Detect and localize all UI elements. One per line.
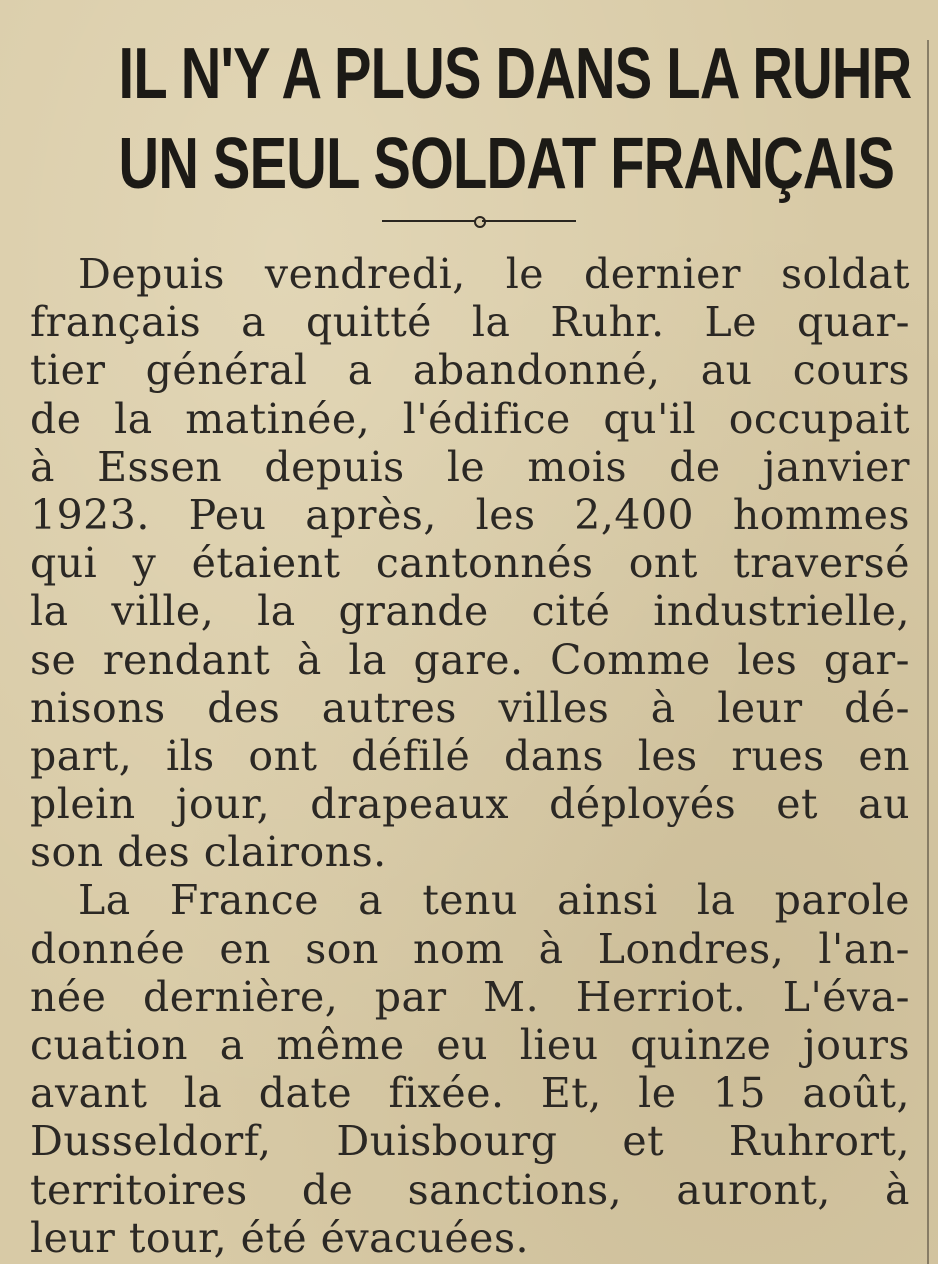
- paragraph-line: Depuis vendredi, le dernier soldat: [78, 250, 910, 298]
- paragraph-line: territoires de sanctions, auront, à: [30, 1165, 910, 1214]
- paragraph-line: avant la date fixée. Et, le 15 août,: [30, 1069, 910, 1118]
- paragraph-line: nisons des autres villes à leur dé-: [30, 683, 910, 732]
- paragraph-line: son des clairons.: [30, 828, 387, 877]
- paragraph-line: plein jour, drapeaux déployés et au: [30, 780, 910, 829]
- ornament-center-dot: [474, 216, 486, 228]
- paragraph-1: [30, 250, 910, 876]
- paragraph-line: la ville, la grande cité industrielle,: [30, 587, 910, 636]
- paragraph-line: 1923. Peu après, les 2,400 hommes: [30, 490, 910, 539]
- paragraph-line: donnée en son nom à Londres, l'an-: [30, 924, 910, 973]
- paragraph-line: qui y étaient cantonnés ont traversé: [30, 539, 910, 588]
- paragraph-line: se rendant à la gare. Comme les gar-: [30, 635, 910, 684]
- paragraph-line: tier général a abandonné, au cours: [30, 346, 910, 395]
- paragraph-line: de la matinée, l'édifice qu'il occupait: [30, 394, 910, 443]
- headline-line-2: UN SEUL SOLDAT FRANÇAIS: [118, 124, 895, 204]
- headline-ornament-divider: [382, 214, 576, 228]
- paragraph-line: leur tour, été évacuées.: [30, 1213, 530, 1262]
- paragraph-line: à Essen depuis le mois de janvier: [30, 442, 910, 491]
- ornament-left-rule: [382, 220, 476, 222]
- paragraph-line: née dernière, par M. Herriot. L'éva-: [30, 972, 910, 1021]
- headline-line-1: IL N'Y A PLUS DANS LA RUHR: [118, 34, 912, 114]
- paragraph-line: part, ils ont défilé dans les rues en: [30, 731, 910, 780]
- paragraph-line: La France a tenu ainsi la parole: [78, 876, 910, 925]
- paragraph-2: [30, 876, 910, 1262]
- paragraph-line: Dusseldorf, Duisbourg et Ruhrort,: [30, 1117, 910, 1166]
- paragraph-line: français a quitté la Ruhr. Le quar-: [30, 298, 910, 347]
- column-rule: [927, 40, 929, 1264]
- article-body: [30, 250, 910, 1262]
- paragraph-line: cuation a même eu lieu quinze jours: [30, 1021, 910, 1069]
- ornament-right-rule: [482, 220, 576, 222]
